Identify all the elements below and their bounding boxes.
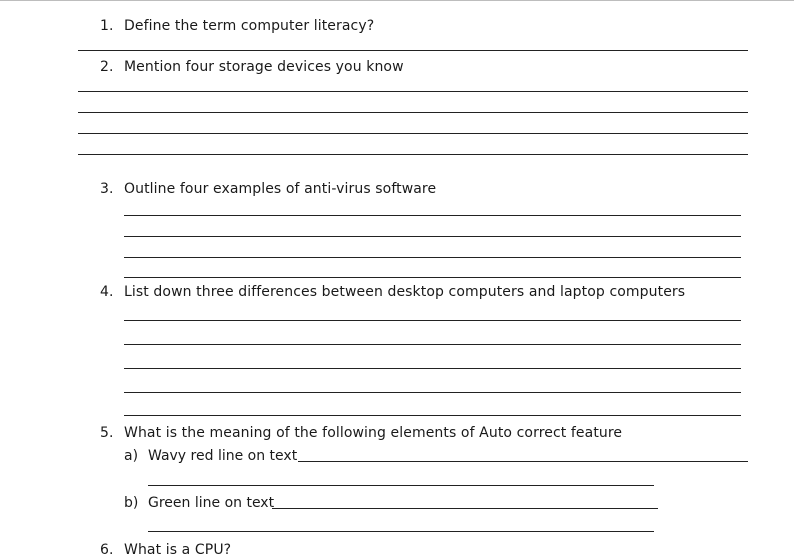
question-number: 5. <box>100 425 114 441</box>
question-5b <box>124 495 274 511</box>
question-5 <box>100 425 622 441</box>
question-text: Outline four examples of anti-virus software <box>124 181 437 197</box>
answer-line[interactable] <box>298 461 748 462</box>
question-number: 2. <box>100 59 114 75</box>
answer-line[interactable] <box>124 344 741 345</box>
answer-line[interactable] <box>148 485 654 486</box>
question-1 <box>100 18 374 34</box>
answer-line[interactable] <box>78 112 748 113</box>
answer-line[interactable] <box>124 257 741 258</box>
part-text: Green line on text <box>148 495 275 511</box>
question-5a <box>124 448 297 464</box>
answer-line[interactable] <box>124 320 741 321</box>
part-label: a) <box>124 448 139 464</box>
question-text: List down three differences between desktop computers and laptop computers <box>124 284 686 300</box>
question-2 <box>100 59 404 75</box>
question-text: Define the term computer literacy? <box>124 18 375 34</box>
answer-line[interactable] <box>124 368 741 369</box>
answer-line[interactable] <box>78 91 748 92</box>
question-number: 1. <box>100 18 114 34</box>
answer-line[interactable] <box>78 154 748 155</box>
page-top-border <box>0 0 794 1</box>
part-label: b) <box>124 495 139 511</box>
answer-line[interactable] <box>124 392 741 393</box>
answer-line[interactable] <box>272 508 658 509</box>
question-number: 6. <box>100 542 114 558</box>
answer-line[interactable] <box>78 133 748 134</box>
question-text: What is a CPU? <box>124 542 232 558</box>
question-text: What is the meaning of the following elements of Auto correct feature <box>124 425 623 441</box>
part-text: Wavy red line on text <box>148 448 298 464</box>
question-text: Mention four storage devices you know <box>124 59 404 75</box>
answer-line[interactable] <box>148 531 654 532</box>
question-number: 4. <box>100 284 114 300</box>
answer-line[interactable] <box>124 215 741 216</box>
question-number: 3. <box>100 181 114 197</box>
answer-line[interactable] <box>78 50 748 51</box>
answer-line[interactable] <box>124 236 741 237</box>
question-6 <box>100 542 231 558</box>
answer-line[interactable] <box>124 277 741 278</box>
answer-line[interactable] <box>124 415 741 416</box>
question-4 <box>100 284 685 300</box>
question-3 <box>100 181 436 197</box>
